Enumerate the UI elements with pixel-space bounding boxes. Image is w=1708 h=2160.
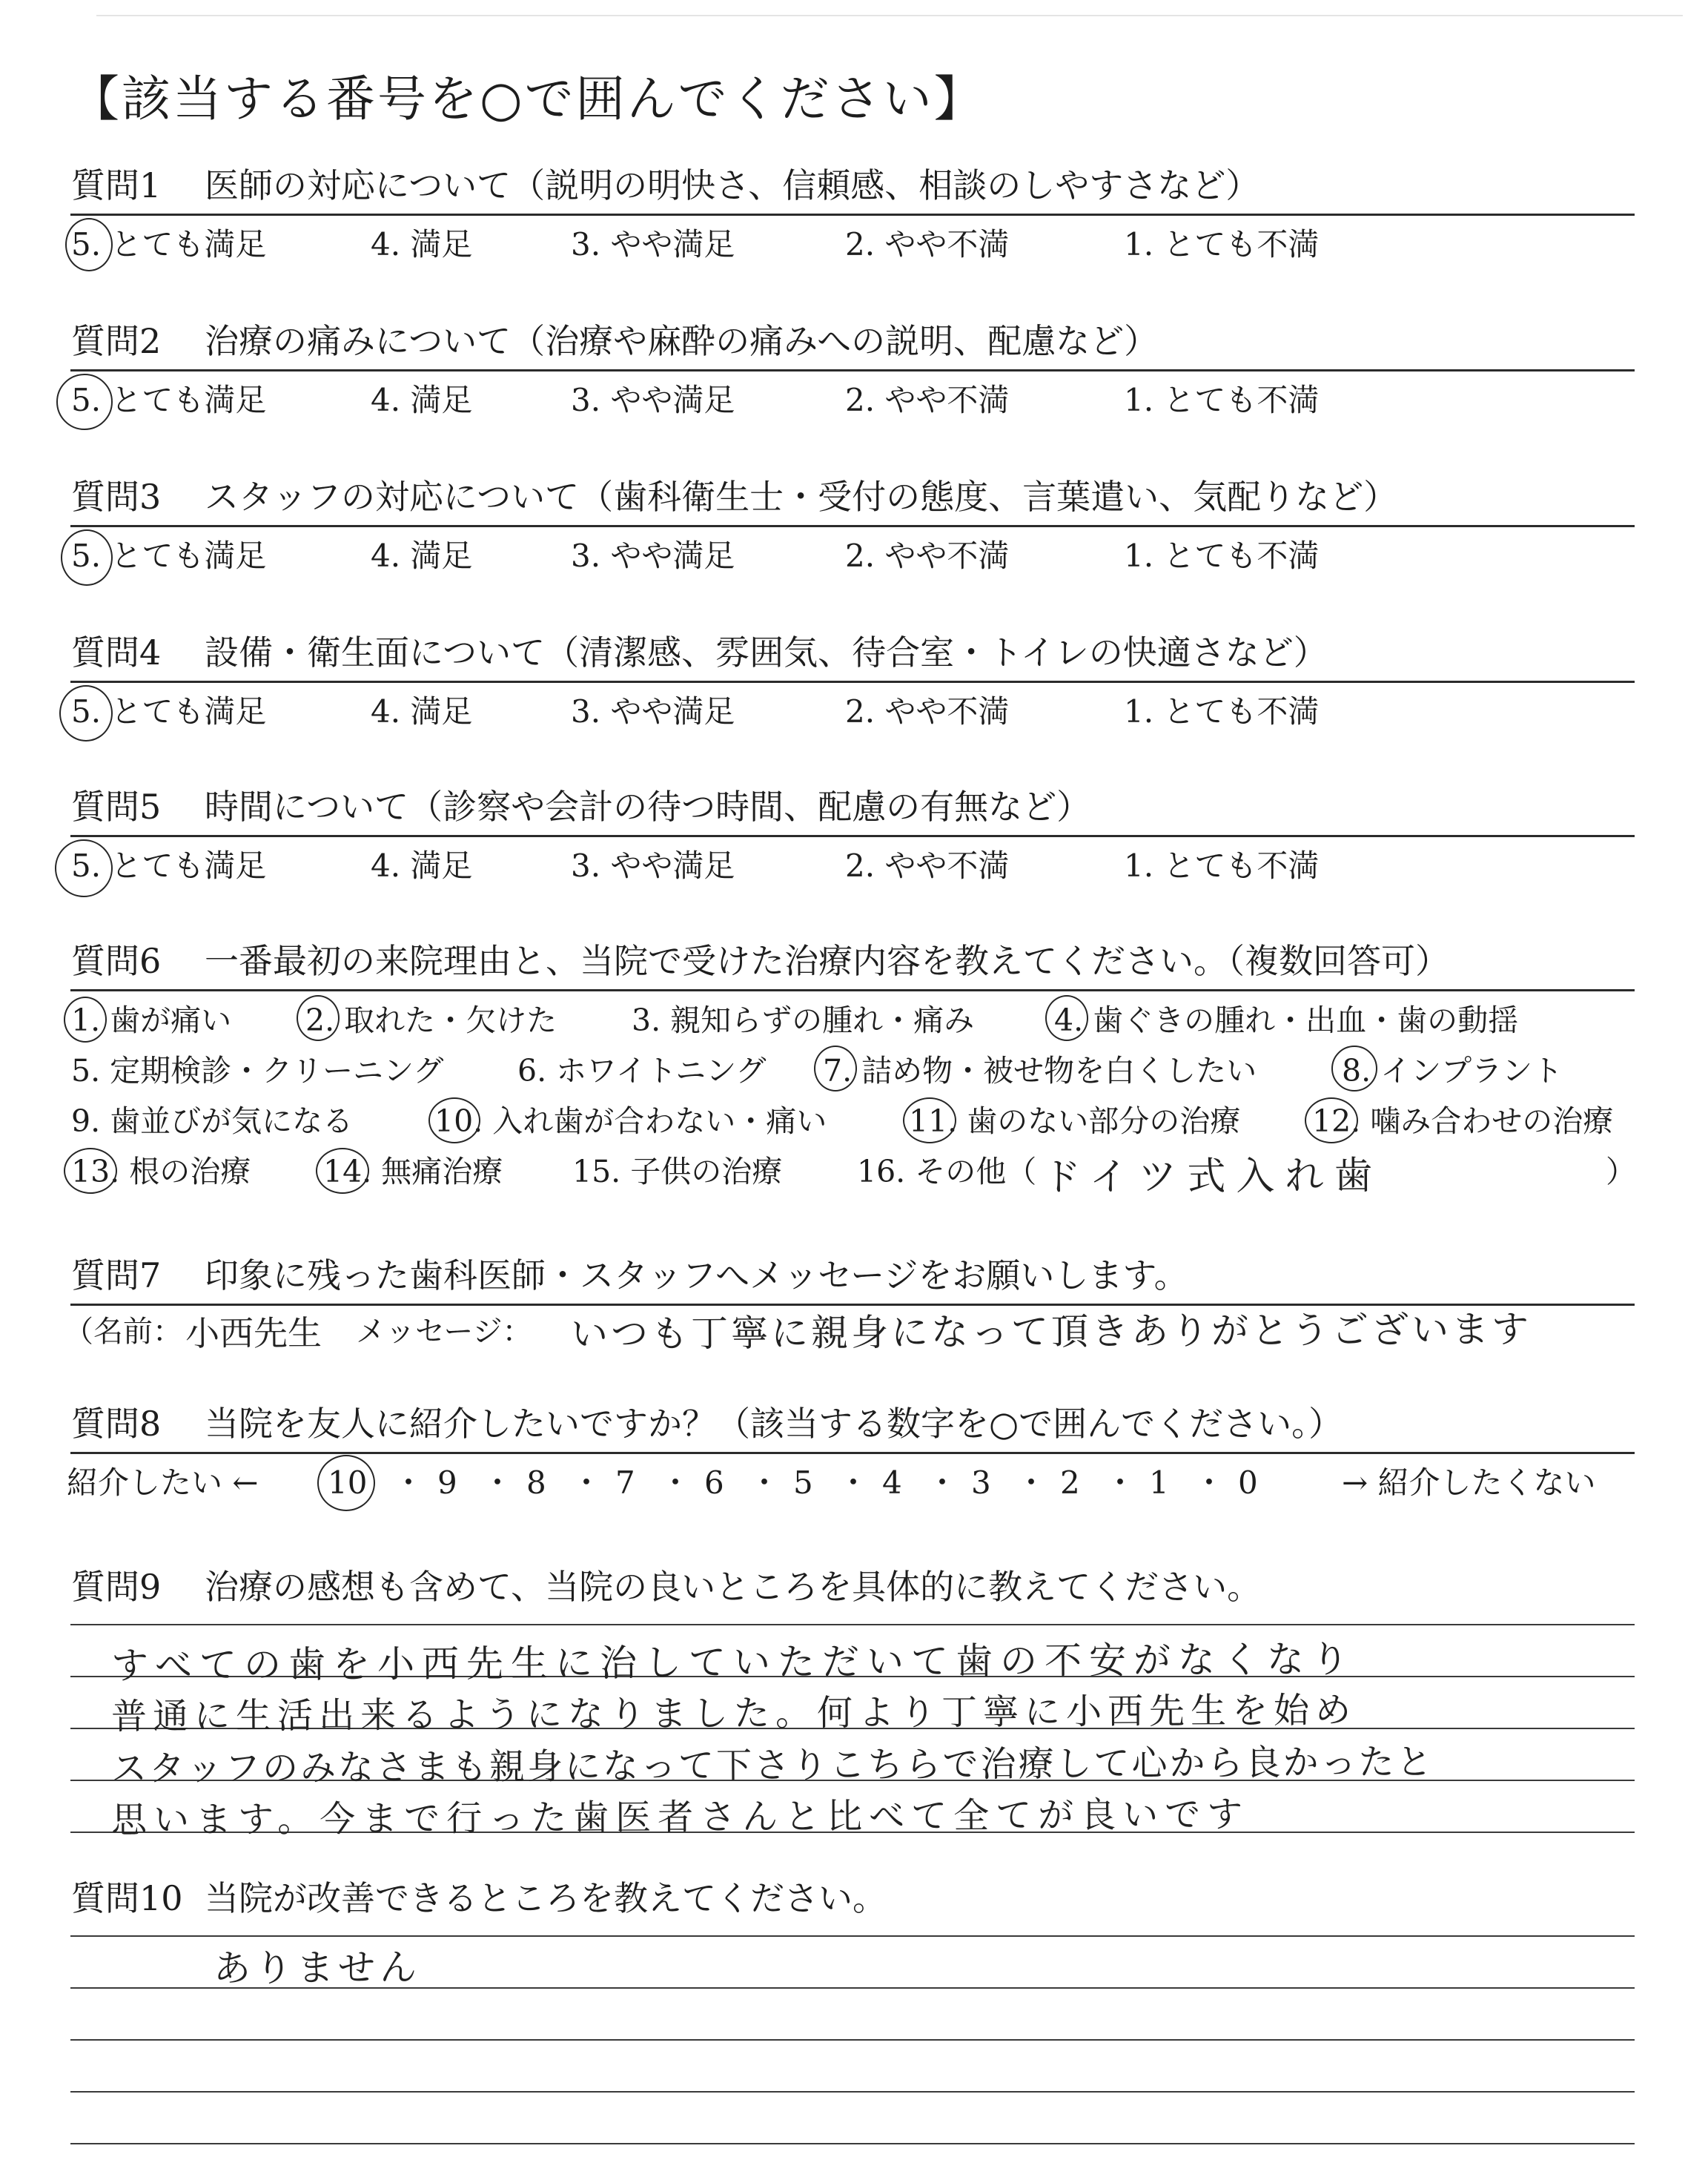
q6-row-1 xyxy=(71,998,1643,1043)
question-6 xyxy=(71,939,1449,983)
q6-item-12[interactable]: 12. 噛み合わせの治療 xyxy=(1312,1103,1614,1139)
q5-option-5[interactable]: 5. とても満足 xyxy=(71,848,267,884)
q10-line-4 xyxy=(70,2091,1635,2093)
q8-dot: ・ xyxy=(571,1464,603,1501)
q8-scale-4[interactable]: 4 xyxy=(882,1464,902,1501)
question-4-rule xyxy=(70,681,1635,683)
q8-dot: ・ xyxy=(927,1464,959,1501)
q8-scale-8[interactable]: 8 xyxy=(526,1464,546,1501)
question-9 xyxy=(71,1565,1261,1609)
q6-item-2[interactable]: 2. 取れた・欠けた xyxy=(305,1003,557,1038)
question-7-text: 印象に残った歯科医師・スタッフへメッセージをお願いします。 xyxy=(205,1255,1188,1295)
q8-scale-6[interactable]: 6 xyxy=(704,1464,724,1501)
question-4-options xyxy=(71,690,1635,734)
q8-dot: ・ xyxy=(660,1464,692,1501)
q9-answer-line-1[interactable]: すべての歯を小西先生に治していただいて歯の不安がなくなり xyxy=(110,1637,1357,1688)
q6-circle-14 xyxy=(316,1148,369,1194)
q10-line-3 xyxy=(70,2039,1635,2041)
q6-row-3 xyxy=(71,1099,1643,1143)
q4-option-2[interactable]: 2. やや不満 xyxy=(845,693,1010,730)
question-6-text: 一番最初の来院理由と、当院で受けた治療内容を教えてください。（複数回答可） xyxy=(205,941,1449,981)
q8-right-label: → 紹介したくない xyxy=(1342,1464,1596,1501)
question-3-text: スタッフの対応について（歯科衛生士・受付の態度、言葉遣い、気配りなど） xyxy=(205,477,1398,517)
q1-option-5[interactable]: 5. とても満足 xyxy=(71,226,267,262)
question-2-rule xyxy=(70,369,1635,371)
q6-item-3[interactable]: 3. 親知らずの腫れ・痛み xyxy=(632,1003,975,1038)
question-1-rule xyxy=(70,214,1635,216)
question-3-number: 質問3 xyxy=(71,477,162,517)
q6-circle-11 xyxy=(903,1097,956,1143)
q7-name-label: （名前： xyxy=(64,1315,182,1349)
question-7-rule xyxy=(70,1304,1635,1306)
q8-dot: ・ xyxy=(749,1464,781,1501)
question-2-text: 治療の痛みについて（治療や麻酔の痛みへの説明、配慮など） xyxy=(205,321,1159,361)
q6-circle-1 xyxy=(64,997,107,1043)
q8-scale-2[interactable]: 2 xyxy=(1060,1464,1080,1501)
question-9-number: 質問9 xyxy=(71,1567,162,1607)
q3-option-1[interactable]: 1. とても不満 xyxy=(1124,538,1320,574)
q6-item-11[interactable]: 11. 歯のない部分の治療 xyxy=(909,1103,1241,1139)
q8-scale-3[interactable]: 3 xyxy=(971,1464,991,1501)
question-6-number: 質問6 xyxy=(71,941,162,981)
question-5-rule xyxy=(70,835,1635,837)
question-1-options xyxy=(71,222,1635,267)
question-1-number: 質問1 xyxy=(71,165,162,205)
q5-option-4[interactable]: 4. 満足 xyxy=(371,848,473,884)
question-3 xyxy=(71,475,1397,519)
q9-line-1 xyxy=(70,1624,1635,1625)
q1-option-4[interactable]: 4. 満足 xyxy=(371,226,473,262)
q8-left-label: 紹介したい ← xyxy=(67,1464,259,1501)
q6-item-10[interactable]: 10. 入れ歯が合わない・痛い xyxy=(434,1103,827,1139)
question-8 xyxy=(71,1401,1343,1446)
question-2 xyxy=(71,319,1158,363)
q6-circle-2 xyxy=(297,995,340,1041)
q8-dot: ・ xyxy=(482,1464,514,1501)
q1-option-2[interactable]: 2. やや不満 xyxy=(845,226,1010,262)
question-3-options xyxy=(71,534,1635,578)
question-10 xyxy=(71,1876,887,1920)
q6-item-9[interactable]: 9. 歯並びが気になる xyxy=(71,1103,354,1139)
q9-answer-line-4[interactable]: 思います。今まで行った歯医者さんと比べて全てが良いです xyxy=(110,1793,1250,1842)
q6-other-answer[interactable]: ドイツ式入れ歯 xyxy=(1042,1153,1383,1200)
question-5-text: 時間について（診察や会計の待つ時間、配慮の有無など） xyxy=(205,787,1091,827)
q3-selected-circle xyxy=(61,529,113,586)
question-7 xyxy=(71,1253,1188,1298)
question-4-text: 設備・衛生面について（清潔感、雰囲気、待合室・トイレの快適さなど） xyxy=(205,633,1328,673)
q2-option-2[interactable]: 2. やや不満 xyxy=(845,382,1010,418)
q6-item-7[interactable]: 7. 詰め物・被せ物を白くしたい xyxy=(823,1053,1257,1089)
page-title: 【該当する番号を○で囲んでください】 xyxy=(70,70,985,128)
q6-row-2 xyxy=(71,1048,1643,1093)
q2-selected-circle xyxy=(56,374,113,430)
q5-selected-circle xyxy=(55,839,113,897)
q6-item-5[interactable]: 5. 定期検診・クリーニング xyxy=(71,1053,444,1089)
q8-scale-9[interactable]: 9 xyxy=(437,1464,457,1501)
question-1-text: 医師の対応について（説明の明快さ、信頼感、相談のしやすさなど） xyxy=(205,165,1260,205)
q6-circle-7 xyxy=(814,1046,857,1091)
q9-answer-line-2[interactable]: 普通に生活出来るようになりました。何より丁寧に小西先生を始め xyxy=(110,1689,1357,1738)
q4-option-3[interactable]: 3. やや満足 xyxy=(571,693,735,730)
q6-item-15[interactable]: 15. 子供の治療 xyxy=(572,1154,783,1189)
q8-dot: ・ xyxy=(838,1464,870,1501)
q1-selected-circle xyxy=(65,218,113,271)
q6-item-14[interactable]: 14. 無痛治療 xyxy=(323,1154,503,1189)
question-5 xyxy=(71,785,1090,829)
q4-selected-circle xyxy=(59,685,113,742)
question-7-number: 質問7 xyxy=(71,1255,162,1295)
q1-option-1[interactable]: 1. とても不満 xyxy=(1124,226,1320,262)
q1-option-3[interactable]: 3. やや満足 xyxy=(571,226,735,262)
q4-option-1[interactable]: 1. とても不満 xyxy=(1124,693,1320,730)
q8-dot: ・ xyxy=(393,1464,425,1501)
q6-circle-10 xyxy=(428,1097,480,1143)
q8-scale-0[interactable]: 0 xyxy=(1238,1464,1258,1501)
q8-scale-1[interactable]: 1 xyxy=(1149,1464,1169,1501)
q6-other-close-paren: ） xyxy=(1606,1154,1636,1189)
q5-option-3[interactable]: 3. やや満足 xyxy=(571,848,735,884)
q6-item-8[interactable]: 8. インプラント xyxy=(1342,1053,1563,1089)
q2-option-4[interactable]: 4. 満足 xyxy=(371,382,473,418)
q6-item-13[interactable]: 13. 根の治療 xyxy=(71,1154,251,1189)
q6-circle-4 xyxy=(1045,995,1088,1041)
question-8-text: 当院を友人に紹介したいですか？（該当する数字を○で囲んでください。） xyxy=(205,1404,1343,1444)
question-8-rule xyxy=(70,1452,1635,1454)
q6-item-6[interactable]: 6. ホワイトニング xyxy=(517,1053,767,1089)
q8-scale-10[interactable]: 10 xyxy=(328,1464,368,1501)
q3-option-2[interactable]: 2. やや不満 xyxy=(845,538,1010,574)
q6-item-16[interactable]: 16. その他（ xyxy=(857,1154,1037,1189)
question-4 xyxy=(71,630,1328,675)
question-4-number: 質問4 xyxy=(71,633,162,673)
q8-selected-circle xyxy=(317,1455,375,1511)
question-10-number: 質問10 xyxy=(71,1878,183,1918)
q6-item-1[interactable]: 1. 歯が痛い xyxy=(71,1003,232,1038)
q3-option-4[interactable]: 4. 満足 xyxy=(371,538,473,574)
q10-answer[interactable]: ありません xyxy=(213,1946,422,1990)
q3-option-5[interactable]: 5. とても満足 xyxy=(71,538,267,574)
q5-option-1[interactable]: 1. とても不満 xyxy=(1124,848,1320,884)
q7-name-value[interactable]: 小西先生 xyxy=(185,1312,322,1354)
q2-option-1[interactable]: 1. とても不満 xyxy=(1124,382,1320,418)
question-1 xyxy=(71,163,1260,208)
q5-option-2[interactable]: 2. やや不満 xyxy=(845,848,1010,884)
q8-scale-5[interactable]: 5 xyxy=(793,1464,813,1501)
q10-line-5 xyxy=(70,2143,1635,2144)
q6-item-4[interactable]: 4. 歯ぐきの腫れ・出血・歯の動揺 xyxy=(1054,1003,1519,1038)
q6-row-4 xyxy=(71,1149,1643,1200)
question-3-rule xyxy=(70,525,1635,527)
q8-dot: ・ xyxy=(1016,1464,1047,1501)
q2-option-3[interactable]: 3. やや満足 xyxy=(571,382,735,418)
q7-message-value[interactable]: いつも丁寧に親身になって頂きありがとうございます xyxy=(570,1307,1532,1356)
question-8-number: 質問8 xyxy=(71,1404,162,1444)
q8-dot: ・ xyxy=(1194,1464,1225,1501)
question-5-options xyxy=(71,844,1635,888)
q8-scale-7[interactable]: 7 xyxy=(615,1464,635,1501)
question-2-options xyxy=(71,378,1635,423)
q2-option-5[interactable]: 5. とても満足 xyxy=(71,382,267,418)
q6-circle-13 xyxy=(64,1148,117,1194)
q6-circle-8 xyxy=(1331,1046,1377,1091)
top-edge-line xyxy=(96,15,1683,16)
q8-dot: ・ xyxy=(1105,1464,1136,1501)
q4-option-5[interactable]: 5. とても満足 xyxy=(71,693,267,730)
q9-answer-line-3[interactable]: スタッフのみなさまも親身になって下さりこちらで治療して心から良かったと xyxy=(110,1741,1434,1790)
q7-message-label: メッセージ： xyxy=(356,1315,532,1349)
q3-option-3[interactable]: 3. やや満足 xyxy=(571,538,735,574)
question-2-number: 質問2 xyxy=(71,321,162,361)
q6-circle-12 xyxy=(1305,1097,1358,1143)
question-6-rule xyxy=(70,989,1635,991)
question-9-text: 治療の感想も含めて、当院の良いところを具体的に教えてください。 xyxy=(205,1567,1262,1607)
question-10-text: 当院が改善できるところを教えてください。 xyxy=(205,1878,887,1918)
q4-option-4[interactable]: 4. 満足 xyxy=(371,693,473,730)
q10-line-1 xyxy=(70,1935,1635,1937)
q8-scale xyxy=(67,1461,1653,1505)
question-5-number: 質問5 xyxy=(71,787,162,827)
